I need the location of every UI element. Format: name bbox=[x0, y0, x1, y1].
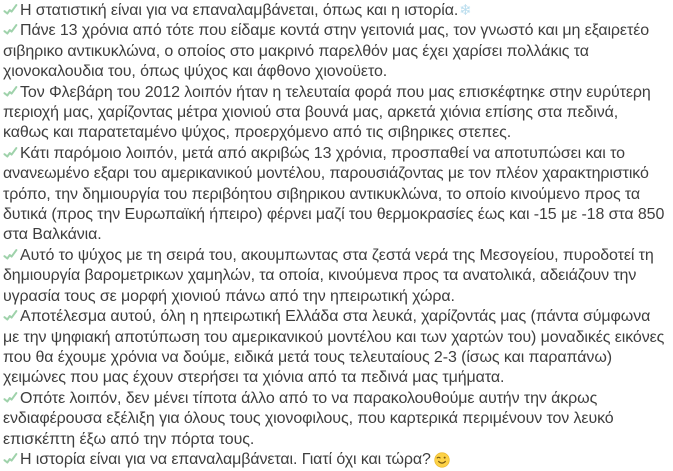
check-mark-icon bbox=[3, 23, 20, 36]
check-mark-icon bbox=[3, 3, 20, 16]
paragraph: Η στατιστική είναι για να επαναλαμβάνεται, όπως και η ιστορία.❄ bbox=[3, 1, 665, 21]
check-mark-icon bbox=[3, 146, 20, 159]
paragraph-text: Οπότε λοιπόν, δεν μένει τίποτα άλλο από το να παρακολουθούμε αυτήν την άκρως ενδιαφέρουσα εξέλιξη για όλους τους χιονοφιλους, που καρτερικά περιμένουν τον λευκό επισκέπτη έξω από την πόρτα τους. bbox=[3, 389, 614, 448]
paragraph-text: Αυτό το ψύχος με τη σειρά του, ακουμπωντας στα ζεστά νερά της Μεσογείου, πυροδοτεί τη δημιουργία βαρομετρικων χαμηλών, τα οποία, κινούμενα προς τα ανατολικά, αδειάζουν την υγρασία τους σε μορφή χιονιού πάνω από την ηπειρωτική χώρα. bbox=[3, 246, 654, 305]
paragraph bbox=[3, 246, 665, 307]
winking-face-icon bbox=[431, 452, 450, 468]
paragraph-text: Τον Φλεβάρη του 2012 λοιπόν ήταν η τελευταία φορά που μας επισκέφτηκε στην ευρύτερη περιοχή μας, χαρίζοντας μέτρα χιονιού στα βουνά μας, αρκετά χιόνια επίσης στα πεδινά, καθως και παρατεταμένο ψύχος, προερχόμενο από τις σιβηρικες στεπες. bbox=[3, 83, 651, 142]
paragraph bbox=[3, 307, 665, 389]
check-mark-icon bbox=[3, 391, 20, 404]
check-mark-icon bbox=[3, 85, 20, 98]
paragraph bbox=[3, 144, 665, 246]
paragraph-text: Πάνε 13 χρόνια από τότε που είδαμε κοντά στην γειτονιά μας, τον γνωστό και μη εξαιρετέο σιβηρικο αντικυκλώνα, ο οποίος στο μακρινό παρελθόν μας έχει χαρίσει πολλάκις τα χιονοκαλουδια του, όπως ψύχος και άφθονο χιονοϋετο. bbox=[3, 22, 650, 81]
paragraph-text: Κάτι παρόμοιο λοιπόν, μετά από ακριβώς 13 χρόνια, προσπαθεί να αποτυπώσει και το ανανεωμένο εξαρι του αμερικανικού μοντέλου, παρουσιάζοντας με τον πλέον χαρακτηριστικό τρόπο, την δημιουργία του περιβόητου σιβηρικου αντικυκλώνα, το οποίο κινούμενο προς τα δυτικά (προς την Ευρωπαϊκή ήπειρο) φέρνει μαζί του θερμοκρασίες έως και -15 με -18 στα 850 στα Βαλκάνια. bbox=[3, 144, 665, 244]
check-mark-icon bbox=[3, 248, 20, 261]
paragraph-text: Η ιστορία είναι για να επαναλαμβάνεται. Γιατί όχι και τώρα? bbox=[20, 450, 431, 468]
paragraph bbox=[3, 450, 665, 470]
check-mark-icon bbox=[3, 452, 20, 465]
check-mark-icon bbox=[3, 309, 20, 322]
paragraph-text: Η στατιστική είναι για να επαναλαμβάνεται, όπως και η ιστορία. bbox=[20, 2, 459, 19]
paragraph bbox=[3, 21, 665, 82]
paragraph-text: Αποτέλεσμα αυτού, όλη η ηπειρωτική Ελλάδα στα λευκά, χαρίζοντάς μας (πάντα σύμφωνα με την ψηφιακή αποτύπωση του αμερικανικού μοντέλου και των χαρτών του) μοναδικές εικόνες που θα έχουμε χρόνια να δούμε, ειδικά μετά τους τελευταίους 2-3 (ίσως και παραπάνω) χειμώνες που μας έχουν στερήσει τα χιόνια από τα πεδινά μας τμήματα. bbox=[3, 308, 665, 387]
paragraph bbox=[3, 389, 665, 450]
paragraph bbox=[3, 83, 665, 144]
